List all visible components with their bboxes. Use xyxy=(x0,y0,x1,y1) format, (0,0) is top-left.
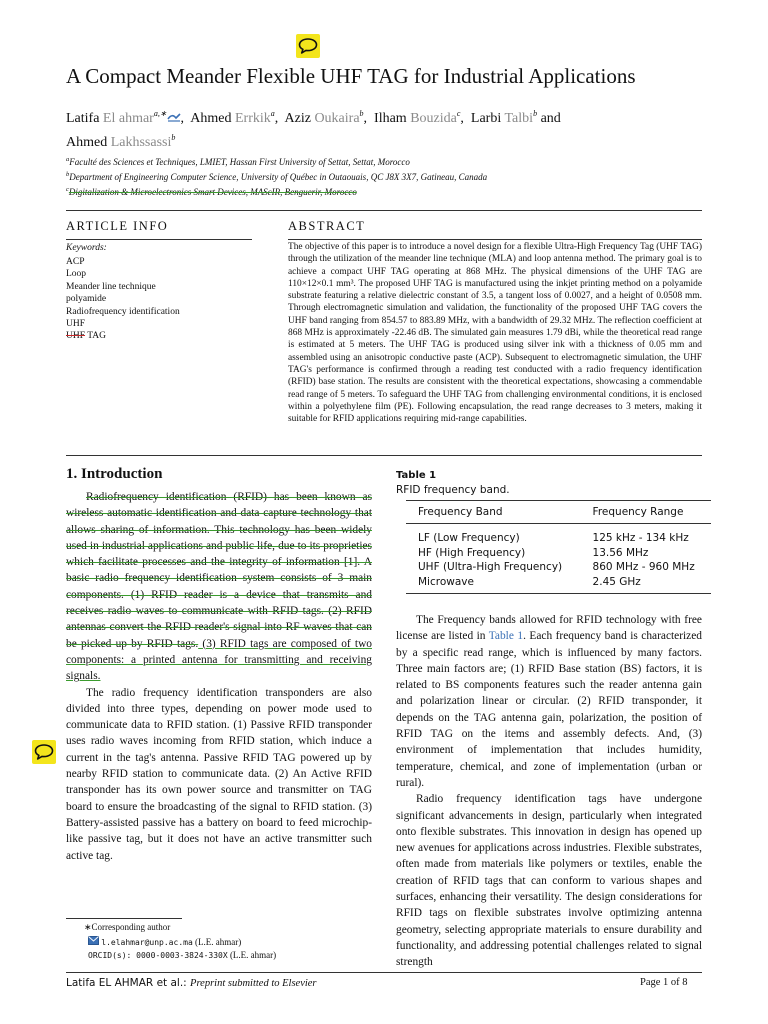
author-first-name: Larbi xyxy=(470,111,502,126)
keyword: polyamide xyxy=(66,294,107,305)
affiliation-marker: a xyxy=(66,156,70,163)
abstract-text: The objective of this paper is to introduce a novel design for a flexible Ultra-High Frequency Tag (UHF TAG) through the utilization of the meander line technique (MLA) and loop antenna method. The primary goal is to achieve a compact UHF TAG operating at 868 MHz. The physical dimensions of the UHF TAG are 110×12×0.1 mm³. The proposed UHF TAG is manufactured using the inkjet printing method on a polyamide substrate featuring a relative dielectric constant of 3.5, a tangent loss of 0.0027, and a height of 0.0508 mm. Through electromagnetic simulation and validation, the functionality of the proposed UHF TAG covers the UHF band ranging from 854.57 to 883.89 MHz, with a bandwidth of 29.32 MHz. The reflection coefficient at 868 MHz is approximately -22.46 dB. The simulated gain measures 1.79 dBi, while the theoretical read range is estimated at 5 meters. The UHF TAG is produced using silver ink with a thickness of 0.05 mm and assembled using an anisotropic conductive paste (ACP). Subsequent to electromagnetic simulation, the UHF TAG's performance is confirmed through a reading test conducted with a radio frequency identification (RFID) base station. The results are consistent with the theoretical expectations, showcasing a commendable read range of 5 meters. To safeguard the UHF TAG from challenging environmental conditions, it is enclosed within a polyethylene film (PE). Following encapsulation, the read range decreases to 3 meters, making it suitable for RFID applications requiring mid-range capabilities. xyxy=(288,242,702,425)
table-row xyxy=(406,546,711,561)
orcid-label: ORCID(s): xyxy=(88,951,137,960)
affiliation-marker: c xyxy=(66,186,69,193)
running-footer xyxy=(66,977,317,989)
table-row xyxy=(406,560,711,575)
abstract-divider xyxy=(288,239,702,240)
author-first-name: Latifa xyxy=(66,111,100,126)
envelope-icon xyxy=(88,937,99,947)
abstract-heading: ABSTRACT xyxy=(288,219,366,233)
orcid-id: 0000-0003-3824-330X xyxy=(136,951,228,960)
header-divider xyxy=(66,210,702,211)
affiliation xyxy=(66,156,410,167)
body-divider xyxy=(66,455,702,456)
author-first-name: Ahmed xyxy=(66,135,108,150)
paragraph xyxy=(396,612,702,791)
paper-title: A Compact Meander Flexible UHF TAG for Industrial Applications xyxy=(66,64,636,88)
text: . Each frequency band is characterized by a specific read range, which is influenced by many factors. Three main factors are; (1) RFID Base station (BS) factors, it is related to BS components features such the reader antenna gain and polarization linear or circular. (2) RFID transponder, it depends on the TAG antenna gain, polarization, the position of RFID TAG on the items and assembly defects. And, (3) environment of implementation that includes humidity, temperature, chemical, and zone of implementation (urban or rural). xyxy=(396,630,702,789)
table-header-row xyxy=(406,501,711,524)
keyword: Loop xyxy=(66,269,87,280)
corresponding-author-icon xyxy=(167,111,181,126)
footer-status: Preprint submitted to Elsevier xyxy=(190,978,317,989)
table-header-cell: Frequency Band xyxy=(406,501,581,524)
affiliation-text: Faculté des Sciences et Techniques, LMIET, Hassan First University of Settat, Settat, Morocco xyxy=(69,157,410,167)
author-first-name: Ilham xyxy=(374,111,407,126)
frequency-table xyxy=(406,500,711,594)
page-number: Page 1 of 8 xyxy=(640,977,688,988)
author-affil-marker: b xyxy=(533,109,538,118)
keywords-label: Keywords: xyxy=(66,243,107,253)
corresponding-author-note: ∗Corresponding author xyxy=(84,922,171,932)
comment-annotation-icon[interactable] xyxy=(296,34,320,58)
table-cell: 2.45 GHz xyxy=(581,575,711,594)
author-last-name: El ahmar xyxy=(102,111,154,126)
table-cell: Microwave xyxy=(406,575,581,594)
table-cell: 125 kHz - 134 kHz xyxy=(592,532,689,544)
footer-divider xyxy=(66,972,702,973)
author-affil-marker: c xyxy=(456,109,461,118)
table-cell: LF (Low Frequency) xyxy=(418,532,520,544)
table-caption: RFID frequency band. xyxy=(396,484,510,496)
author-affil-marker: a,∗ xyxy=(153,109,167,118)
author-affil-marker: a xyxy=(270,109,275,118)
keyword-list xyxy=(66,256,180,343)
affiliation-text: Digitalization & Microelectronics Smart Devices, MAScIR, Benguerir, Morocco xyxy=(68,187,357,197)
table-row xyxy=(406,575,711,594)
underlined-text: (3) RFID tags are composed of two components: a printed antenna for transmitting and receiving signals. xyxy=(66,637,372,683)
right-column xyxy=(396,612,702,971)
struck-text: Radiofrequency identification (RFID) has been known as wireless automatic identification and data capture technology that allows sharing of information. This technology has been widely used in industrial applications and public life, due to its proprieties which facilitate processes and the integrity of information [1]. A basic radio frequency identification system consists of 3 main components. (1) RFID reader is a device that transmits and receives radio waves to communicate with RFID tags. (2) RFID antennas convert the RFID reader's signal into RF waves that can be picked up by RFID tags. xyxy=(66,491,372,650)
keyword: Meander line technique xyxy=(66,281,156,292)
author-affil-marker: b xyxy=(171,133,176,142)
author-first-name: Aziz xyxy=(284,111,311,126)
table-cell: 13.56 MHz xyxy=(592,546,649,559)
section-heading: 1. Introduction xyxy=(66,466,163,482)
author-affil-marker: b xyxy=(359,109,364,118)
keyword: Radiofrequency identification xyxy=(66,306,180,317)
keyword: UHF xyxy=(66,319,86,330)
author-last-name: Oukaira xyxy=(314,111,360,126)
article-info-divider xyxy=(66,239,252,240)
affiliation-marker: b xyxy=(66,171,70,178)
struck-keyword-text: UHF xyxy=(66,331,86,342)
table-header-cell: Frequency Range xyxy=(581,501,711,524)
footnote-divider xyxy=(66,918,182,919)
author-first-name: Ahmed xyxy=(190,111,232,126)
table-label: Table 1 xyxy=(396,470,437,481)
article-info-heading: ARTICLE INFO xyxy=(66,219,169,233)
keyword xyxy=(66,330,180,342)
orcid-line xyxy=(88,950,276,960)
author-last-name: Lakhssassi xyxy=(110,135,172,150)
table-reference-link[interactable]: Table 1 xyxy=(488,630,524,643)
email-owner: (L.E. ahmar) xyxy=(192,937,242,947)
author-last-name: Talbi xyxy=(504,111,534,126)
email-line xyxy=(88,936,241,947)
paragraph: The radio frequency identification transponders are also divided into three types, depending on power mode used to communicate data to RFID station. (1) Passive RFID transponder uses radio waves incoming from RFID station, which induce a current in the tag's antenna. Passive RFID TAG powered up by nearby RFID station to communicate data. (2) An Active RFID transponder has its own power source and transmitter on TAG board to ensure the broadcasting of the signal to RFID station. (3) Battery-assisted passive has a battery on board to feed microchip-like passive tag, but it does not have an active transmitter such active tag. xyxy=(66,686,372,862)
orcid-owner: (L.E. ahmar) xyxy=(227,950,277,960)
comment-annotation-icon[interactable] xyxy=(32,740,56,764)
author-last-name: Bouzida xyxy=(410,111,457,126)
table-cell: UHF (Ultra-High Frequency) xyxy=(418,561,563,573)
author-conjunction: and xyxy=(540,111,561,126)
paragraph xyxy=(66,489,372,685)
author-last-name: Errkik xyxy=(235,111,271,126)
paragraph: Radio frequency identification tags have undergone significant advancements in design, particularly when integrated onto flexible substrates. This innovation in design has opened up new avenues for applications across industries. Flexible substrates, often made from materials like polymers or textiles, enable the creation of RFID tags that can conform to various shapes and surfaces, enhancing their versatility. The design considerations for RFID tags on flexible substrates involve optimizing antenna geometry, selecting appropriate materials to ensure durability and functionality, and addressing potential challenges related to signal strength xyxy=(396,793,702,969)
affiliation xyxy=(66,186,357,197)
table-row xyxy=(406,524,711,546)
affiliation xyxy=(66,171,487,182)
keyword-text: TAG xyxy=(85,331,106,342)
left-column xyxy=(66,489,372,864)
text: The Frequency bands allowed for RFID technology with free license are listed in xyxy=(396,614,702,643)
table-cell: HF (High Frequency) xyxy=(418,546,526,559)
author-list: Latifa El ahmar$^{a,∗}$ , Ahmed Errkik$^a$, Aziz Oukaira$^b$, Ilham Bouzida$^c$, Larbi Talbi$^b$ and Ahmed Lakhssassi$^b$ xyxy=(66,109,561,150)
table-cell: 860 MHz - 960 MHz xyxy=(592,561,695,573)
affiliation-text: Department of Engineering Computer Science, University of Québec in Outaouais, QC J8X 3X7, Gatineau, Canada xyxy=(69,172,488,182)
footer-authors: Latifa EL AHMAR et al.: xyxy=(66,977,191,989)
email-link[interactable]: l.elahmar@unp.ac.ma xyxy=(101,938,193,947)
keyword: ACP xyxy=(66,257,85,267)
